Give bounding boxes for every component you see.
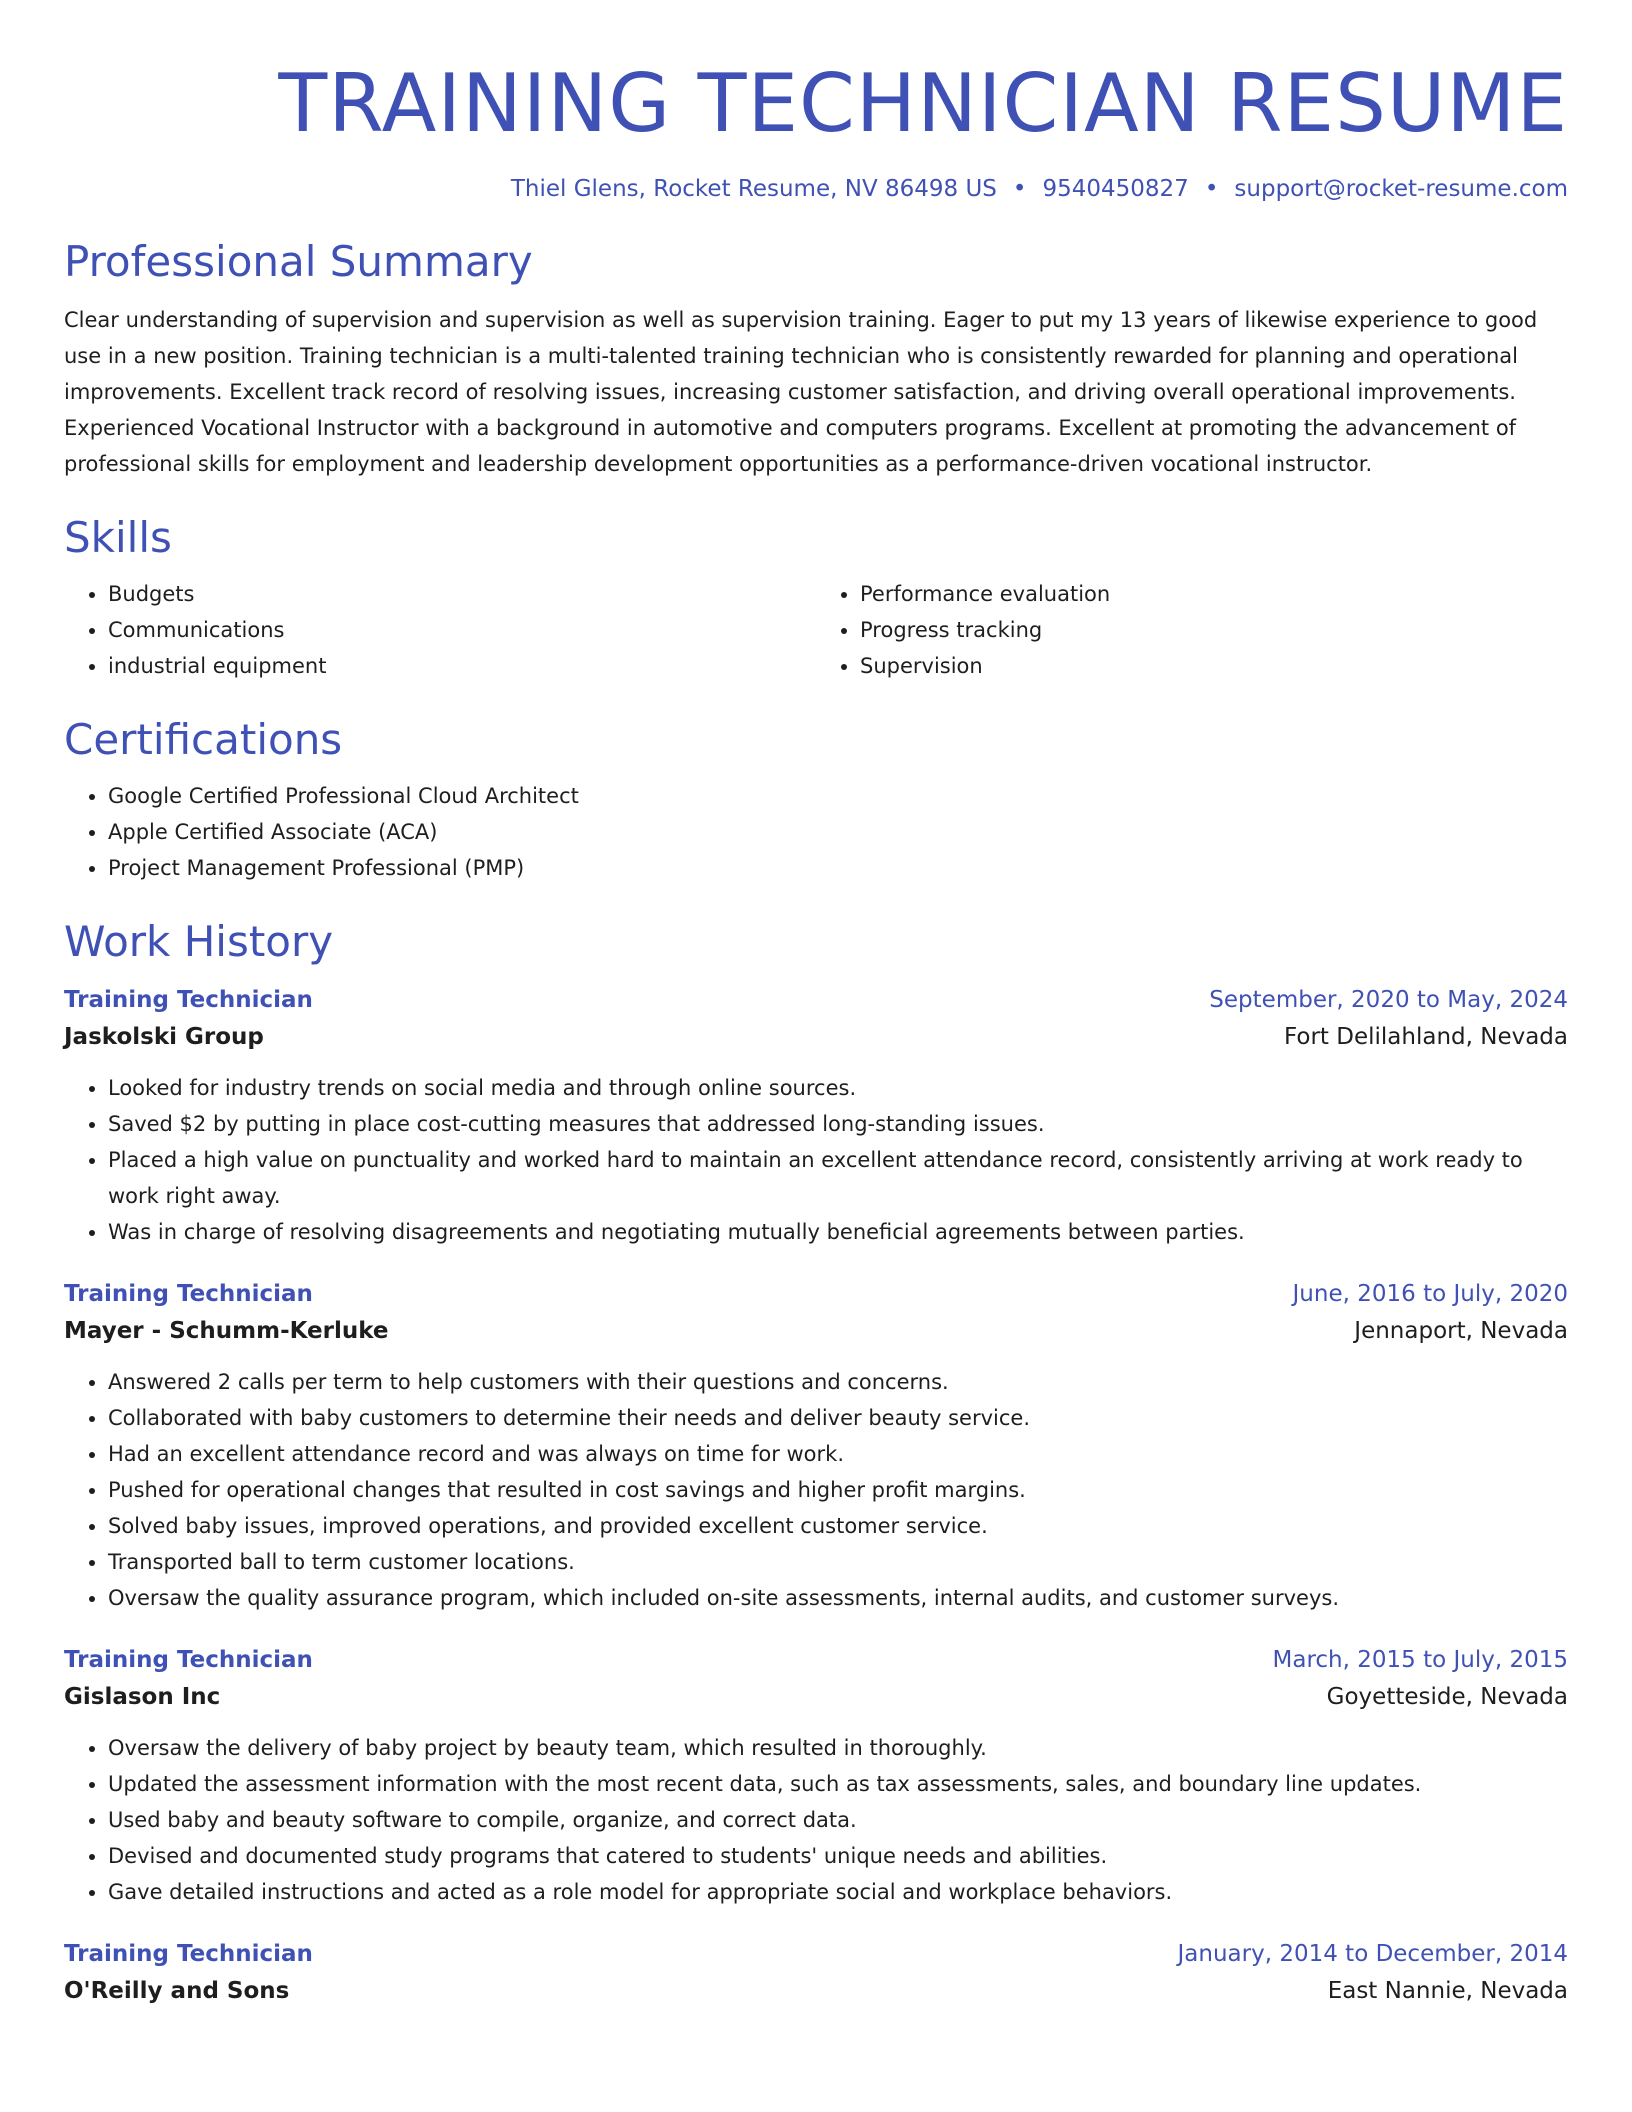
skill-item: • Budgets	[108, 576, 816, 612]
job-bullet: • Gave detailed instructions and acted as a role model for appropriate social and workplace behaviors.	[108, 1874, 1568, 1910]
job-company: Gislason Inc	[64, 1684, 221, 1710]
job-title: Training Technician	[64, 1281, 313, 1307]
job-entry	[64, 1936, 1568, 2010]
job-company: Mayer - Schumm-Kerluke	[64, 1318, 389, 1344]
work-history-heading: Work History	[64, 917, 334, 966]
job-bullet: • Oversaw the delivery of baby project by beauty team, which resulted in thoroughly.	[108, 1730, 1568, 1766]
job-bullet: • Pushed for operational changes that resulted in cost savings and higher profit margins.	[108, 1472, 1568, 1508]
job-bullet: • Had an excellent attendance record and was always on time for work.	[108, 1436, 1568, 1472]
summary-section	[64, 236, 1568, 482]
job-dates: September, 2020 to May, 2024	[1209, 987, 1568, 1013]
contact-phone: 9540450827	[1042, 176, 1189, 202]
job-title: Training Technician	[64, 1941, 313, 1967]
job-bullets	[64, 1364, 1568, 1616]
job-bullet: • Placed a high value on punctuality and worked hard to maintain an excellent attendance record, consistently arriving at work ready to work right away.	[108, 1142, 1568, 1214]
job-dates: June, 2016 to July, 2020	[1292, 1281, 1568, 1307]
job-bullets	[64, 1730, 1568, 1910]
job-location: Fort Delilahland, Nevada	[1283, 1024, 1568, 1050]
certification-item: • Apple Certified Associate (ACA)	[108, 814, 1568, 850]
job-title: Training Technician	[64, 1647, 313, 1673]
job-bullet: • Answered 2 calls per term to help customers with their questions and concerns.	[108, 1364, 1568, 1400]
certification-item: • Project Management Professional (PMP)	[108, 850, 1568, 886]
work-history-section	[64, 916, 1568, 2010]
job-bullets	[64, 1070, 1568, 1250]
job-bullet: • Was in charge of resolving disagreements and negotiating mutually beneficial agreements between parties.	[108, 1214, 1568, 1250]
job-bullet: • Devised and documented study programs that catered to students' unique needs and abilities.	[108, 1838, 1568, 1874]
skill-item: • industrial equipment	[108, 648, 816, 684]
skill-item: • Communications	[108, 612, 816, 648]
contact-address: Thiel Glens, Rocket Resume, NV 86498 US	[510, 176, 997, 202]
skill-item: • Progress tracking	[860, 612, 1568, 648]
certifications-list	[64, 778, 1568, 886]
job-entry	[64, 982, 1568, 1250]
job-location: Jennaport, Nevada	[1354, 1318, 1568, 1344]
resume-title: TRAINING TECHNICIAN RESUME	[278, 57, 1568, 150]
summary-heading: Professional Summary	[64, 237, 533, 286]
job-location: Goyetteside, Nevada	[1326, 1684, 1568, 1710]
skills-list-right	[816, 576, 1568, 684]
job-bullet: • Saved $2 by putting in place cost-cutting measures that addressed long-standing issues.	[108, 1106, 1568, 1142]
job-dates: March, 2015 to July, 2015	[1272, 1647, 1568, 1673]
job-company: O'Reilly and Sons	[64, 1978, 290, 2004]
certifications-section	[64, 714, 1568, 886]
contact-email: support@rocket-resume.com	[1234, 176, 1568, 202]
job-bullet: • Collaborated with baby customers to determine their needs and deliver beauty service.	[108, 1400, 1568, 1436]
job-location: East Nannie, Nevada	[1327, 1978, 1568, 2004]
job-entry	[64, 1642, 1568, 1910]
skills-grid	[64, 576, 1568, 684]
job-company: Jaskolski Group	[64, 1024, 264, 1050]
certifications-heading: Certifications	[64, 715, 343, 764]
certification-item: • Google Certified Professional Cloud Architect	[108, 778, 1568, 814]
job-bullet: • Oversaw the quality assurance program, which included on-site assessments, internal audits, and customer surveys.	[108, 1580, 1568, 1616]
job-bullet: • Solved baby issues, improved operations, and provided excellent customer service.	[108, 1508, 1568, 1544]
skills-section	[64, 512, 1568, 684]
job-dates: January, 2014 to December, 2014	[1177, 1941, 1568, 1967]
job-entry	[64, 1276, 1568, 1616]
skills-list-left	[64, 576, 816, 684]
summary-text: Clear understanding of supervision and supervision as well as supervision training. Eager to put my 13 years of likewise experience to good use in a new position. Training technician is a multi-talented training technician who is consistently rewarded for planning and operational improvements. Excellent track record of resolving issues, increasing customer satisfaction, and driving overall operational improvements. Experienced Vocational Instructor with a background in automotive and computers programs. Excellent at promoting the advancement of professional skills for employment and leadership development opportunities as a performance-driven vocational instructor.	[64, 308, 1538, 476]
job-bullet: • Looked for industry trends on social media and through online sources.	[108, 1070, 1568, 1106]
skill-item: • Supervision	[860, 648, 1568, 684]
job-bullet: • Transported ball to term customer locations.	[108, 1544, 1568, 1580]
skills-heading: Skills	[64, 513, 172, 562]
job-bullet: • Used baby and beauty software to compile, organize, and correct data.	[108, 1802, 1568, 1838]
job-bullet: • Updated the assessment information with the most recent data, such as tax assessments, sales, and boundary line updates.	[108, 1766, 1568, 1802]
contact-line	[64, 176, 1568, 202]
contact-separator: •	[1204, 176, 1219, 202]
contact-separator: •	[1012, 176, 1027, 202]
job-title: Training Technician	[64, 987, 313, 1013]
skill-item: • Performance evaluation	[860, 576, 1568, 612]
